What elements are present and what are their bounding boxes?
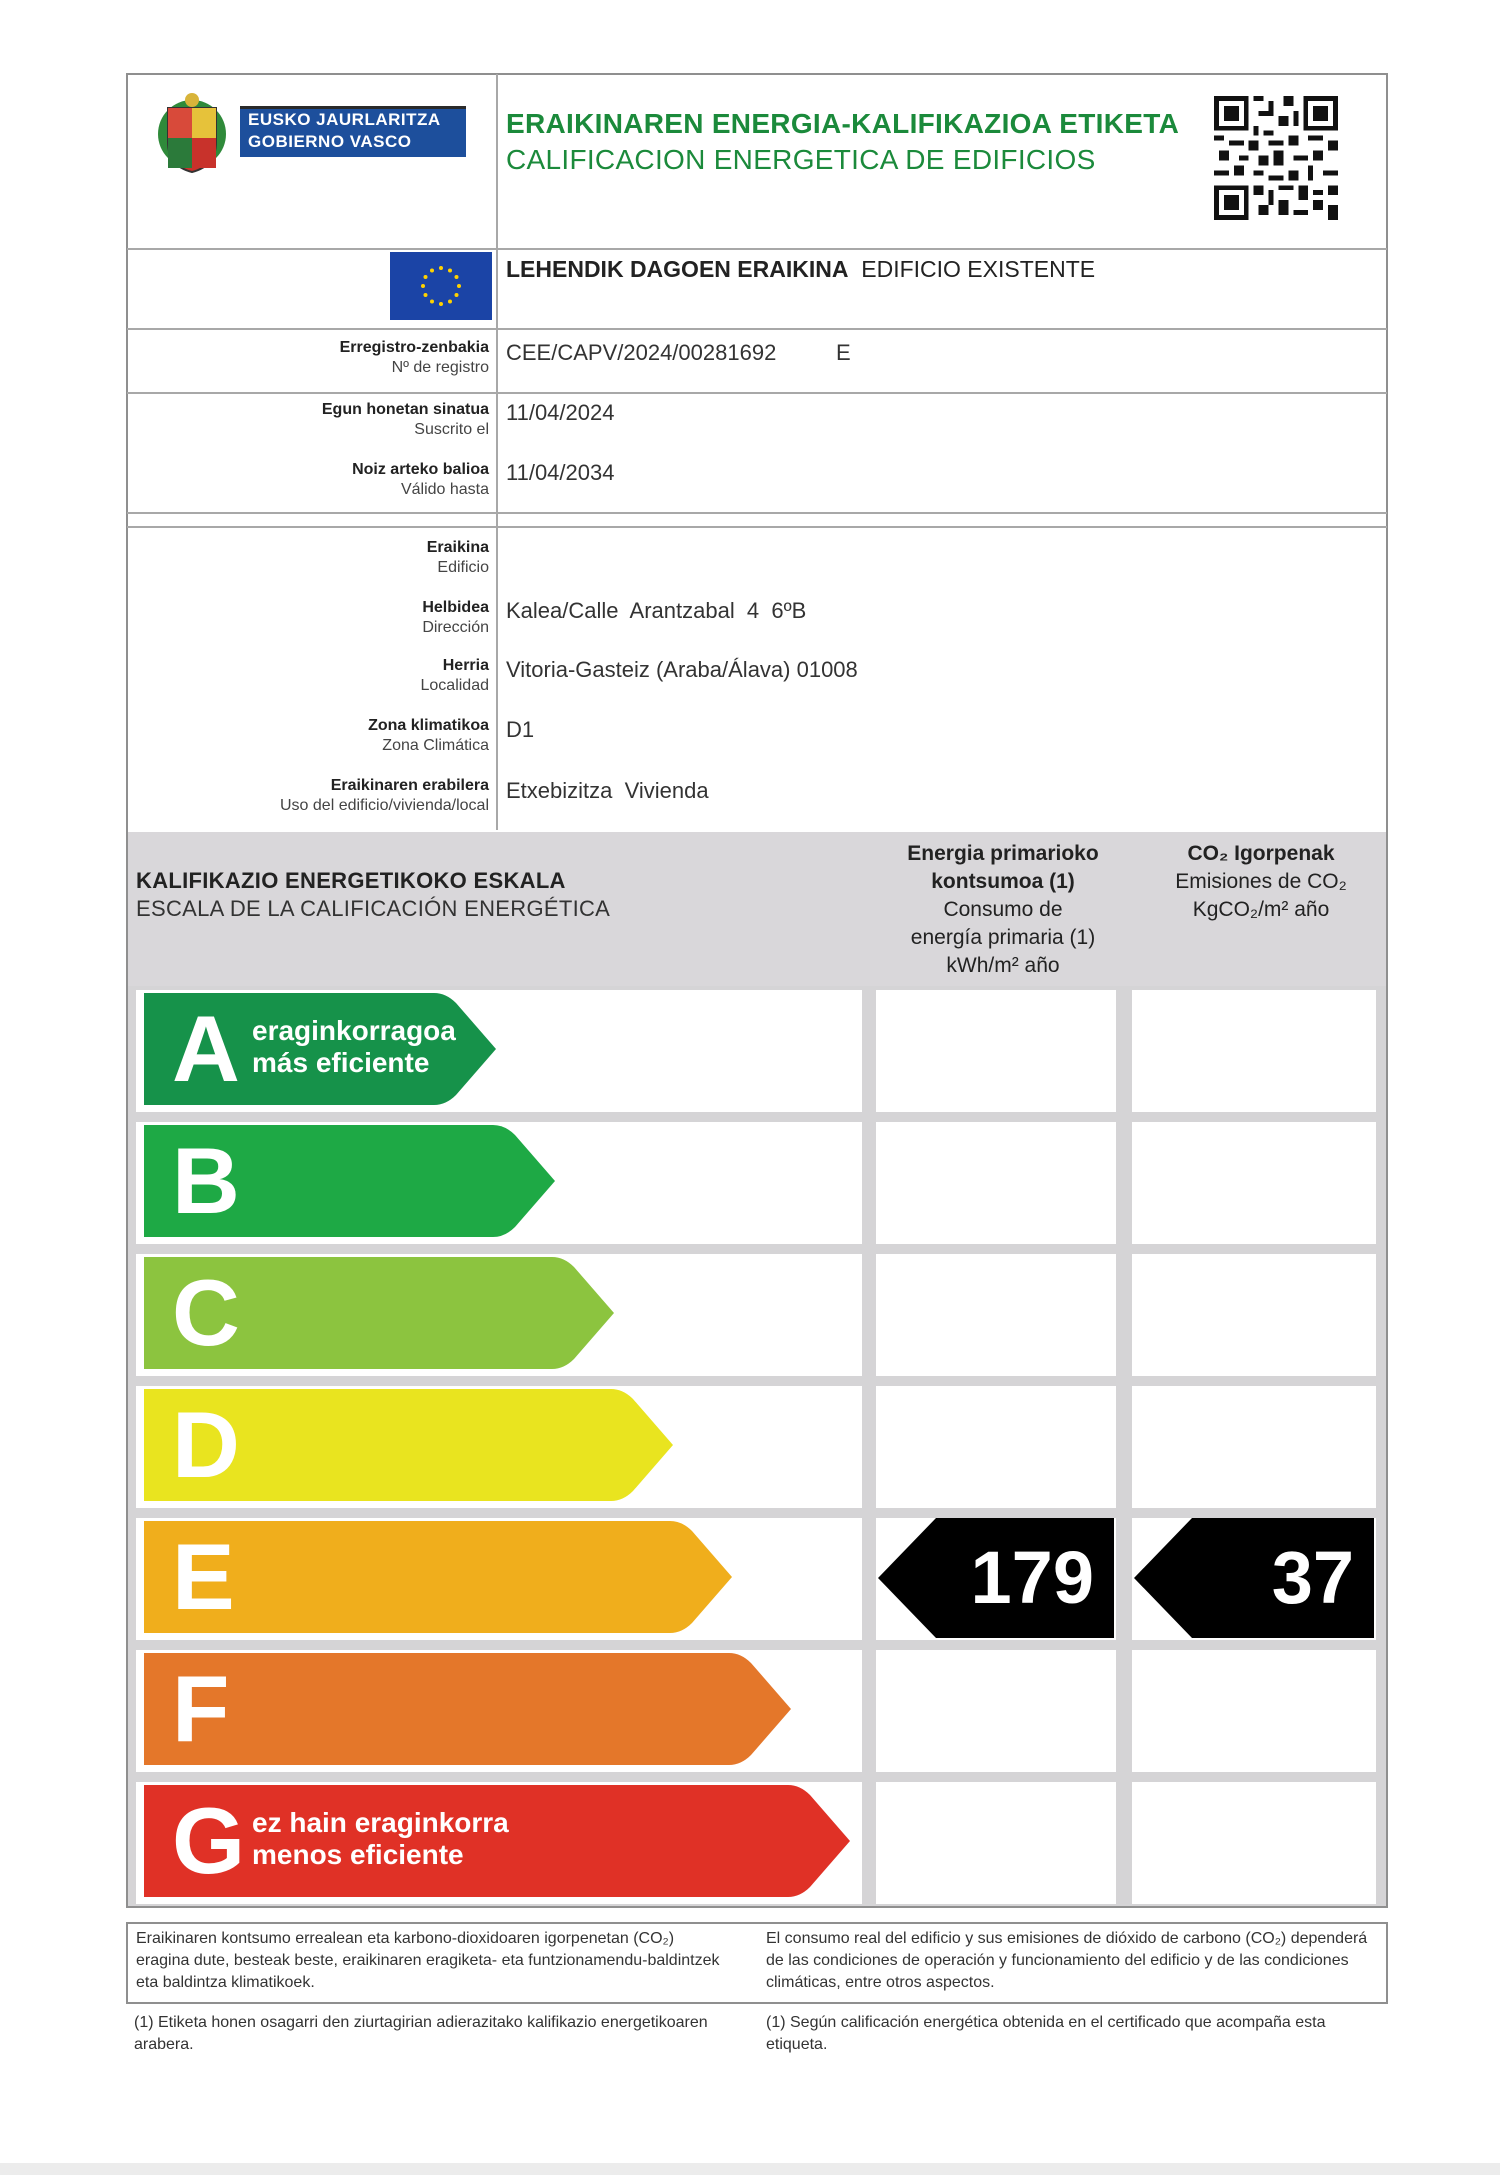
energy-header-line: Consumo de xyxy=(943,898,1063,921)
government-logo xyxy=(156,88,466,180)
energy-column-header xyxy=(870,840,1136,980)
co2-header-unit: KgCO₂/m² año xyxy=(1192,898,1330,921)
footnote-es: (1) Según calificación energética obtenida en el certificado que acompaña esta etiqueta. xyxy=(766,2014,1326,2053)
use-label xyxy=(280,776,489,816)
government-name-banner xyxy=(240,106,466,157)
energy-cell xyxy=(876,1650,1116,1772)
co2-header-line: CO₂ Igorpenak xyxy=(1187,842,1335,865)
valid-date: 11/04/2034 xyxy=(506,460,615,485)
registry-value: CEE/CAPV/2024/00281692 xyxy=(506,340,777,365)
row-divider xyxy=(127,512,1387,514)
energy-header-line: kontsumoa (1) xyxy=(931,870,1075,893)
co2-cell xyxy=(1132,1782,1376,1904)
building-label-es: Edificio xyxy=(437,559,489,576)
co2-cell xyxy=(1132,1254,1376,1376)
band-arrow-shape xyxy=(144,1785,850,1897)
band-description-es: más eficiente xyxy=(252,1047,430,1078)
signed-label xyxy=(322,400,489,440)
zone-label-es: Zona Climática xyxy=(382,737,489,754)
energy-cell xyxy=(876,1122,1116,1244)
town-label-eu: Herria xyxy=(442,657,489,674)
band-letter: G xyxy=(172,1788,246,1893)
org-name-eu: EUSKO JAURLARITZA xyxy=(248,110,441,129)
rating-band-b xyxy=(144,1125,555,1237)
co2-cell xyxy=(1132,1650,1376,1772)
consumption-note-eu: Eraikinaren kontsumo errealean eta karbono-dioxidoaren igorpenetan (CO₂) eragina dute, besteak beste, eraikinaren eragiketa- eta funtzionamendu-baldintzek eta baldintza klimatikoek. xyxy=(136,1930,720,1991)
basque-coat-of-arms-icon xyxy=(156,90,228,176)
town-label-es: Localidad xyxy=(420,677,489,694)
building-label-eu: Eraikina xyxy=(426,539,489,556)
energy-cell xyxy=(876,1782,1116,1904)
rating-band-d xyxy=(144,1389,673,1501)
band-description-eu: eraginkorragoa xyxy=(252,1015,456,1046)
row-divider xyxy=(127,526,1387,528)
scale-title-es: ESCALA DE LA CALIFICACIÓN ENERGÉTICA xyxy=(136,896,611,921)
band-letter: D xyxy=(172,1392,240,1497)
use-label-es: Uso del edificio/vivienda/local xyxy=(280,797,489,814)
use-value: Etxebizitza Vivienda xyxy=(506,778,709,803)
co2-rating-indicator xyxy=(1134,1518,1374,1638)
energy-header-line: Energia primarioko xyxy=(907,842,1099,865)
band-letter: B xyxy=(172,1128,240,1233)
building-label xyxy=(427,538,489,578)
energy-cell xyxy=(876,1254,1116,1376)
energy-cell xyxy=(876,1386,1116,1508)
building-type-es: EDIFICIO EXISTENTE xyxy=(861,256,1096,282)
signed-date: 11/04/2024 xyxy=(506,400,615,425)
valid-label-eu: Noiz arteko balioa xyxy=(352,461,489,478)
co2-column-header xyxy=(1134,840,1388,924)
co2-cell xyxy=(1132,1386,1376,1508)
town-value: Vitoria-Gasteiz (Araba/Álava) 01008 xyxy=(506,657,858,682)
row-divider xyxy=(127,328,1387,330)
rating-band-c xyxy=(144,1257,614,1369)
town-label xyxy=(421,656,490,696)
energy-rating-value: 179 xyxy=(970,1536,1094,1619)
footnote-eu: (1) Etiketa honen osagarri den ziurtagirian adierazitako kalifikazio energetikoaren arabera. xyxy=(134,2014,708,2053)
registry-label-eu: Erregistro-zenbakia xyxy=(339,339,489,356)
rating-band-e xyxy=(144,1521,732,1633)
qr-code-icon xyxy=(1214,96,1338,220)
co2-header-line: Emisiones de CO₂ xyxy=(1175,870,1347,893)
signed-label-eu: Egun honetan sinatua xyxy=(321,401,489,418)
band-description-es: menos eficiente xyxy=(252,1839,464,1870)
eu-flag-icon xyxy=(390,252,492,320)
title-eu: ERAIKINAREN ENERGIA-KALIFIKAZIOA ETIKETA xyxy=(506,108,1180,139)
zone-label xyxy=(368,716,489,756)
band-letter: C xyxy=(172,1260,240,1365)
rating-band-a xyxy=(144,993,496,1105)
row-divider xyxy=(127,392,1387,394)
valid-label-es: Válido hasta xyxy=(400,481,489,498)
scale-title-eu: KALIFIKAZIO ENERGETIKOKO ESKALA xyxy=(136,868,566,893)
valid-label xyxy=(352,460,489,500)
band-letter: A xyxy=(172,996,240,1101)
rating-band-g xyxy=(144,1785,850,1897)
org-name-es: GOBIERNO VASCO xyxy=(248,132,412,151)
address-label-es: Dirección xyxy=(422,619,489,636)
band-letter: E xyxy=(172,1524,235,1629)
band-letter: F xyxy=(172,1656,230,1761)
band-description-eu: ez hain eraginkorra xyxy=(252,1807,509,1838)
co2-cell xyxy=(1132,1122,1376,1244)
co2-rating-value: 37 xyxy=(1271,1536,1354,1619)
registry-label-es: Nº de registro xyxy=(391,359,489,376)
band-arrow-shape xyxy=(144,1653,791,1765)
column-divider xyxy=(496,74,498,830)
address-value: Kalea/Calle Arantzabal 4 6ºB xyxy=(506,598,807,623)
page-bottom-edge xyxy=(0,2163,1500,2175)
energy-header-line: energía primaria (1) xyxy=(910,926,1096,949)
title-es: CALIFICACION ENERGETICA DE EDIFICIOS xyxy=(506,144,1096,175)
energy-rating-indicator xyxy=(878,1518,1114,1638)
energy-cell xyxy=(876,990,1116,1112)
registry-label xyxy=(340,338,489,378)
consumption-note-es: El consumo real del edificio y sus emisiones de dióxido de carbono (CO₂) dependerá de las condiciones de operación y funcionamiento del edificio y de las condiciones climáticas, entre otros aspectos. xyxy=(766,1930,1368,1991)
address-label-eu: Helbidea xyxy=(422,599,489,616)
signed-label-es: Suscrito el xyxy=(414,421,489,438)
co2-cell xyxy=(1132,990,1376,1112)
rating-band-f xyxy=(144,1653,791,1765)
header-divider xyxy=(127,248,1387,250)
use-label-eu: Eraikinaren erabilera xyxy=(330,777,489,794)
building-type xyxy=(506,256,1095,283)
zone-label-eu: Zona klimatikoa xyxy=(368,717,489,734)
address-label xyxy=(422,598,489,638)
building-type-eu: LEHENDIK DAGOEN ERAIKINA xyxy=(506,256,849,282)
energy-header-unit: kWh/m² año xyxy=(946,954,1060,977)
zone-value: D1 xyxy=(506,717,535,742)
registry-grade: E xyxy=(836,340,851,365)
